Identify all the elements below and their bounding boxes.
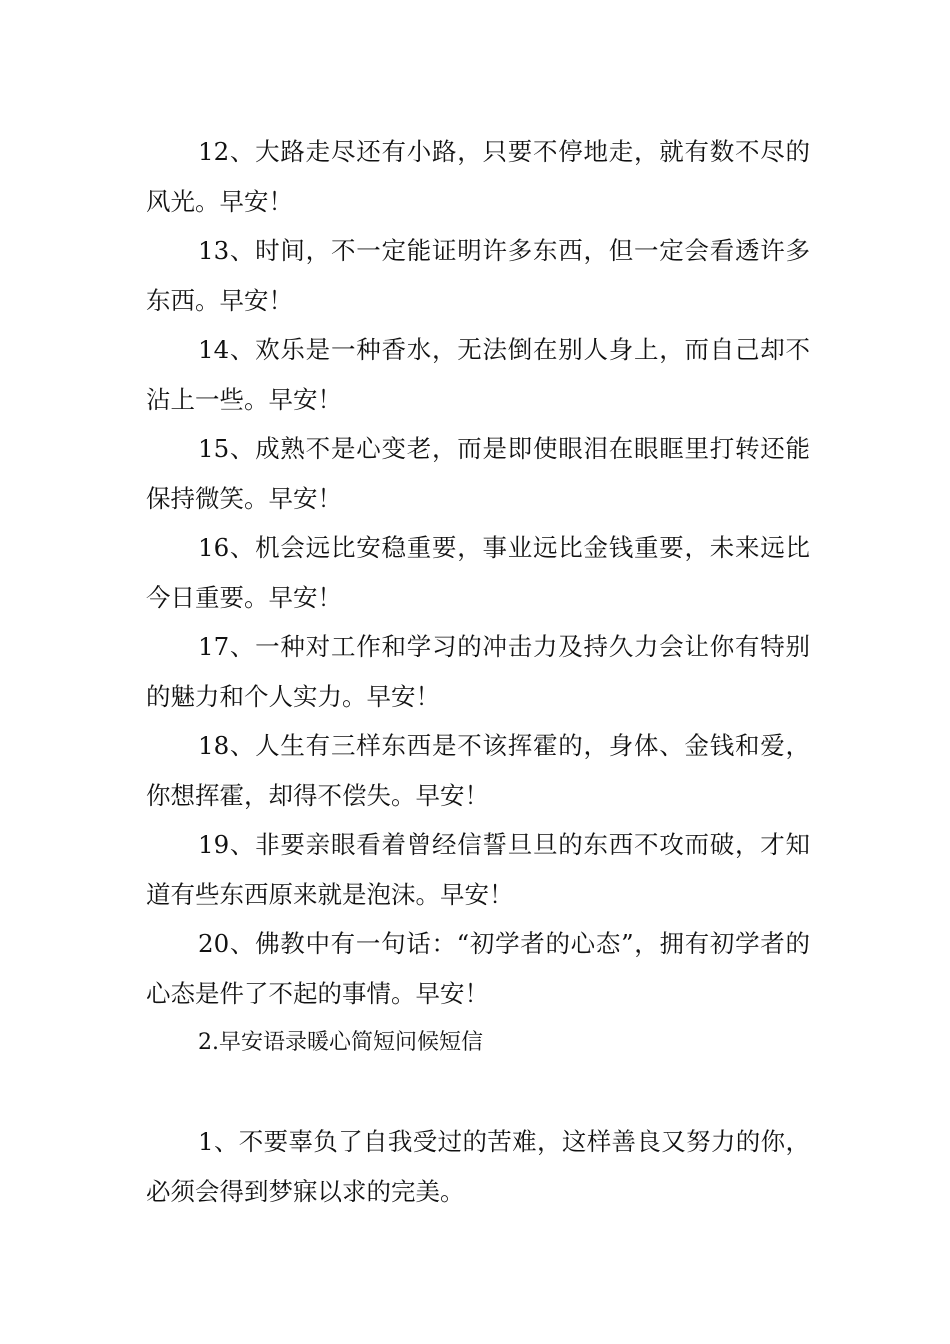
paragraph-20: 20、佛教中有一句话：“初学者的心态”，拥有初学者的心态是件了不起的事情。早安！ bbox=[146, 929, 810, 1008]
paragraph-14: 14、欢乐是一种香水，无法倒在别人身上，而自己却不沾上一些。早安！ bbox=[146, 335, 810, 414]
document-body bbox=[146, 127, 810, 1216]
section-heading: 2.早安语录暖心简短问候短信 bbox=[198, 1030, 483, 1055]
paragraph-15: 15、成熟不是心变老，而是即使眼泪在眼眶里打转还能保持微笑。早安！ bbox=[146, 434, 810, 513]
blank-line bbox=[146, 1068, 810, 1118]
paragraph-12: 12、大路走尽还有小路，只要不停地走，就有数不尽的风光。早安！ bbox=[146, 137, 810, 216]
paragraph-1: 1、不要辜负了自我受过的苦难，这样善良又努力的你，必须会得到梦寐以求的完美。 bbox=[146, 1127, 810, 1206]
paragraph-19: 19、非要亲眼看着曾经信誓旦旦的东西不攻而破，才知道有些东西原来就是泡沫。早安！ bbox=[146, 830, 810, 909]
paragraph-13: 13、时间，不一定能证明许多东西，但一定会看透许多东西。早安！ bbox=[146, 236, 810, 315]
paragraph-16: 16、机会远比安稳重要，事业远比金钱重要，未来远比今日重要。早安！ bbox=[146, 533, 810, 612]
paragraph-17: 17、一种对工作和学习的冲击力及持久力会让你有特别的魅力和个人实力。早安！ bbox=[146, 632, 810, 711]
paragraph-18: 18、人生有三样东西是不该挥霍的，身体、金钱和爱，你想挥霍，却得不偿失。早安！ bbox=[146, 731, 810, 810]
